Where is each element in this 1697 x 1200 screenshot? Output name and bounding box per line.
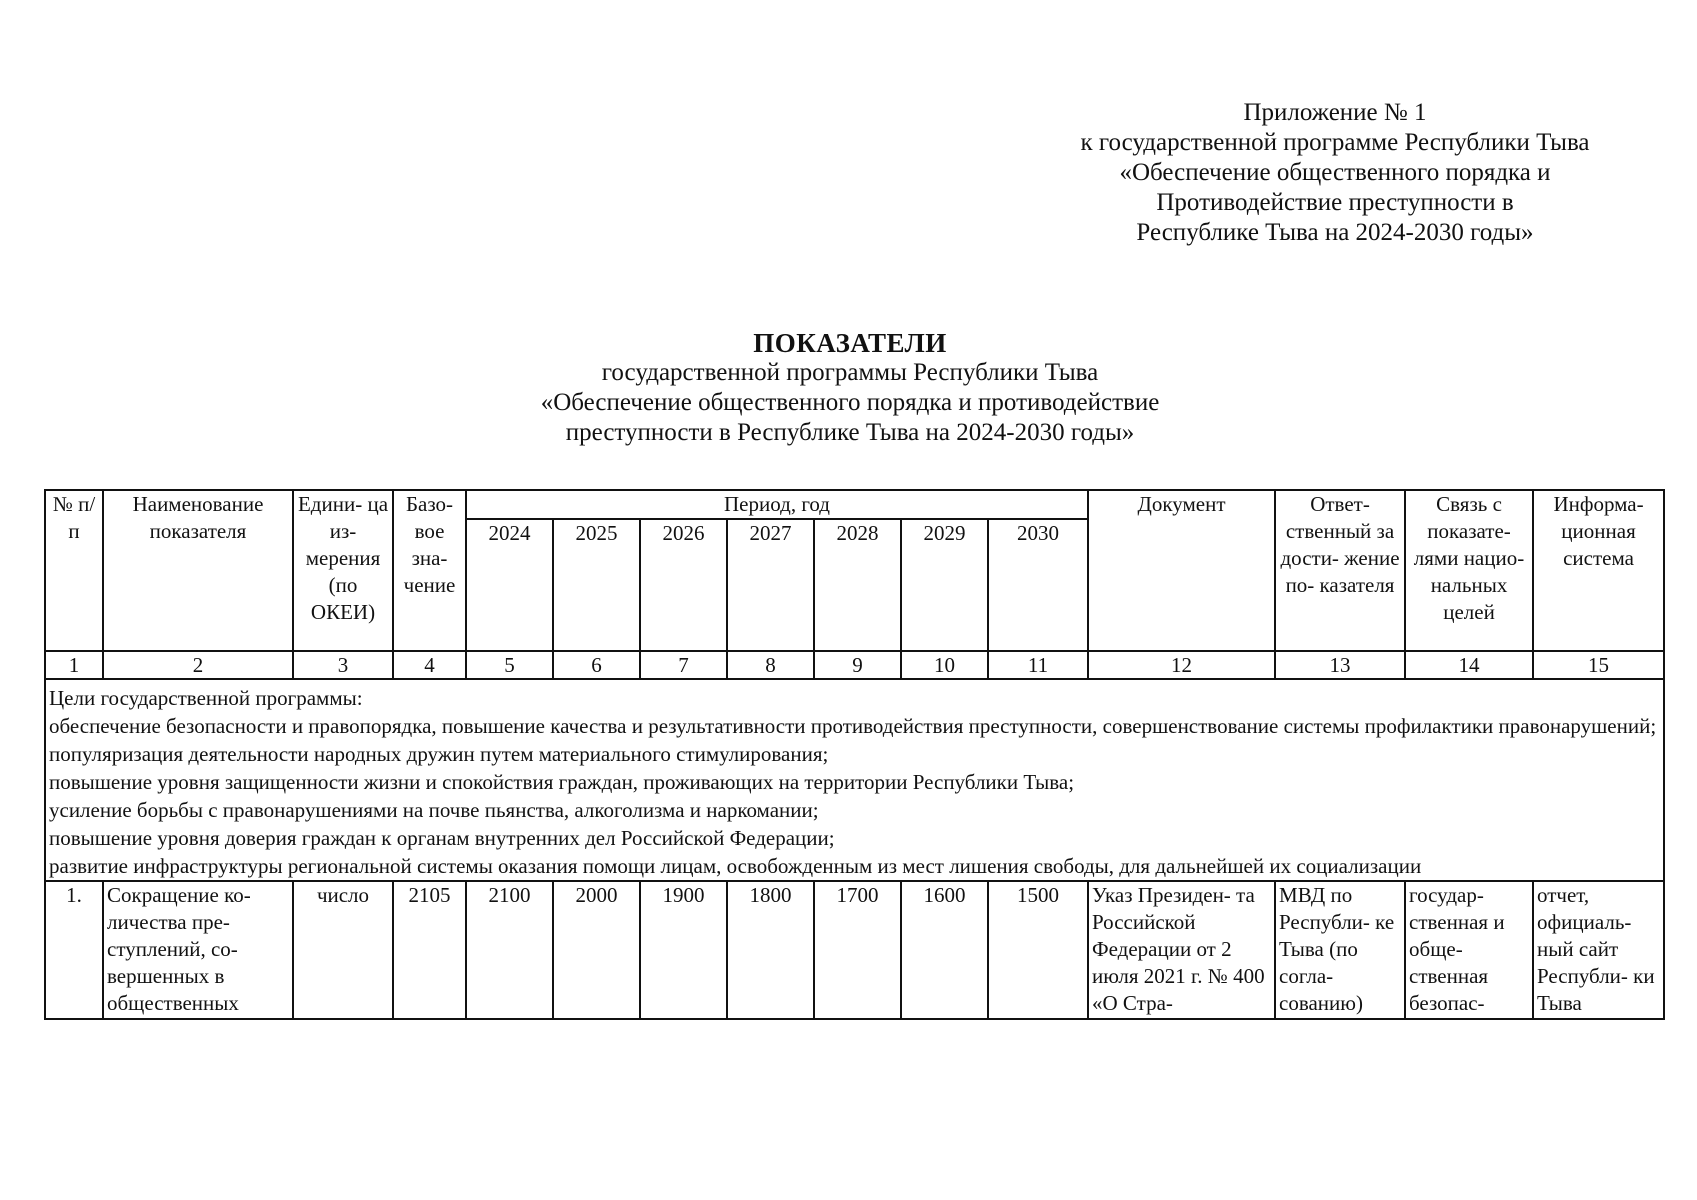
- row-number: 1.: [45, 881, 103, 1019]
- indicator-info-system: отчет, официаль- ный сайт Республи- ки Тыва: [1533, 881, 1664, 1019]
- title-main: ПОКАЗАТЕЛИ: [753, 328, 947, 358]
- header-unit: Едини- ца из- мерения (по ОКЕИ): [293, 490, 393, 651]
- indicator-value-2026: 1900: [640, 881, 727, 1019]
- column-number: 13: [1275, 651, 1405, 679]
- title-line: государственной программы Республики Тыва: [601, 359, 1099, 386]
- header-year: 2024: [466, 519, 553, 651]
- header-document: Документ: [1088, 490, 1275, 651]
- header-base: Базо- вое зна- чение: [393, 490, 466, 651]
- column-number: 10: [901, 651, 988, 679]
- goal-item: повышение уровня доверия граждан к органам внутренних дел Российской Федерации;: [49, 826, 835, 850]
- title-line: «Обеспечение общественного порядка и противодействие: [540, 389, 1160, 416]
- indicator-base-value: 2105: [393, 881, 466, 1019]
- column-number: 4: [393, 651, 466, 679]
- indicator-value-2029: 1600: [901, 881, 988, 1019]
- program-goals: [45, 679, 1664, 881]
- goal-item: популяризация деятельности народных дружин путем материального стимулирования;: [49, 742, 829, 766]
- header-name: Наименование показателя: [103, 490, 293, 651]
- title-line: преступности в Республике Тыва на 2024-2030 годы»: [565, 419, 1135, 446]
- header-num: № п/п: [45, 490, 103, 651]
- document-title: [300, 328, 1400, 448]
- column-number: 8: [727, 651, 814, 679]
- header-link: Связь с показате- лями нацио- нальных целей: [1405, 490, 1533, 651]
- column-number: 7: [640, 651, 727, 679]
- header-year: 2028: [814, 519, 901, 651]
- indicator-value-2030: 1500: [988, 881, 1088, 1019]
- header-period: Период, год: [466, 490, 1088, 519]
- appendix-header: [1040, 98, 1630, 248]
- goal-item: обеспечение безопасности и правопорядка, повышение качества и результативности противодействия преступности, совершенствование системы профилактики правонарушений;: [49, 714, 1657, 738]
- column-number: 2: [103, 651, 293, 679]
- appendix-line: к государственной программе Республики Тыва: [1080, 129, 1590, 156]
- indicator-unit: число: [293, 881, 393, 1019]
- appendix-line: Приложение № 1: [1243, 99, 1427, 126]
- header-year: 2030: [988, 519, 1088, 651]
- goals-row: [45, 679, 1664, 881]
- goals-heading: Цели государственной программы:: [49, 686, 363, 710]
- goal-item: развитие инфраструктуры региональной системы оказания помощи лицам, освобожденным из мест лишения свободы, для дальнейшей их социализации: [49, 854, 1422, 878]
- header-year: 2027: [727, 519, 814, 651]
- header-year: 2025: [553, 519, 640, 651]
- column-number: 14: [1405, 651, 1533, 679]
- indicator-document: Указ Президен- та Российской Федерации от 2 июля 2021 г. № 400 «О Стра-: [1088, 881, 1275, 1019]
- indicator-value-2027: 1800: [727, 881, 814, 1019]
- header-year: 2026: [640, 519, 727, 651]
- appendix-line: Противодействие преступности в: [1156, 189, 1514, 216]
- goal-item: усиление борьбы с правонарушениями на почве пьянства, алкоголизма и наркомании;: [49, 798, 819, 822]
- indicator-value-2024: 2100: [466, 881, 553, 1019]
- goal-item: повышение уровня защищенности жизни и спокойствия граждан, проживающих на территории Республики Тыва;: [49, 770, 1075, 794]
- column-number: 11: [988, 651, 1088, 679]
- column-number: 6: [553, 651, 640, 679]
- column-number: 1: [45, 651, 103, 679]
- header-info: Информа- ционная система: [1533, 490, 1664, 651]
- column-number: 9: [814, 651, 901, 679]
- column-number: 12: [1088, 651, 1275, 679]
- column-number: 15: [1533, 651, 1664, 679]
- column-number: 5: [466, 651, 553, 679]
- indicator-responsible: МВД по Республи- ке Тыва (по согла- сованию): [1275, 881, 1405, 1019]
- column-numbers-row: [45, 651, 1664, 679]
- header-row: [45, 490, 1664, 519]
- header-responsible: Ответ- ственный за дости- жение по- казателя: [1275, 490, 1405, 651]
- column-number: 3: [293, 651, 393, 679]
- appendix-line: Республике Тыва на 2024-2030 годы»: [1136, 219, 1534, 246]
- indicator-value-2025: 2000: [553, 881, 640, 1019]
- indicator-national-goal-link: государ- ственная и обще- ственная безопас-: [1405, 881, 1533, 1019]
- indicator-value-2028: 1700: [814, 881, 901, 1019]
- appendix-line: «Обеспечение общественного порядка и: [1119, 159, 1551, 186]
- indicators-table: [44, 489, 1665, 1020]
- indicator-name: Сокращение ко- личества пре- ступлений, со- вершенных в общественных: [103, 881, 293, 1019]
- header-year: 2029: [901, 519, 988, 651]
- table-row: [45, 881, 1664, 1019]
